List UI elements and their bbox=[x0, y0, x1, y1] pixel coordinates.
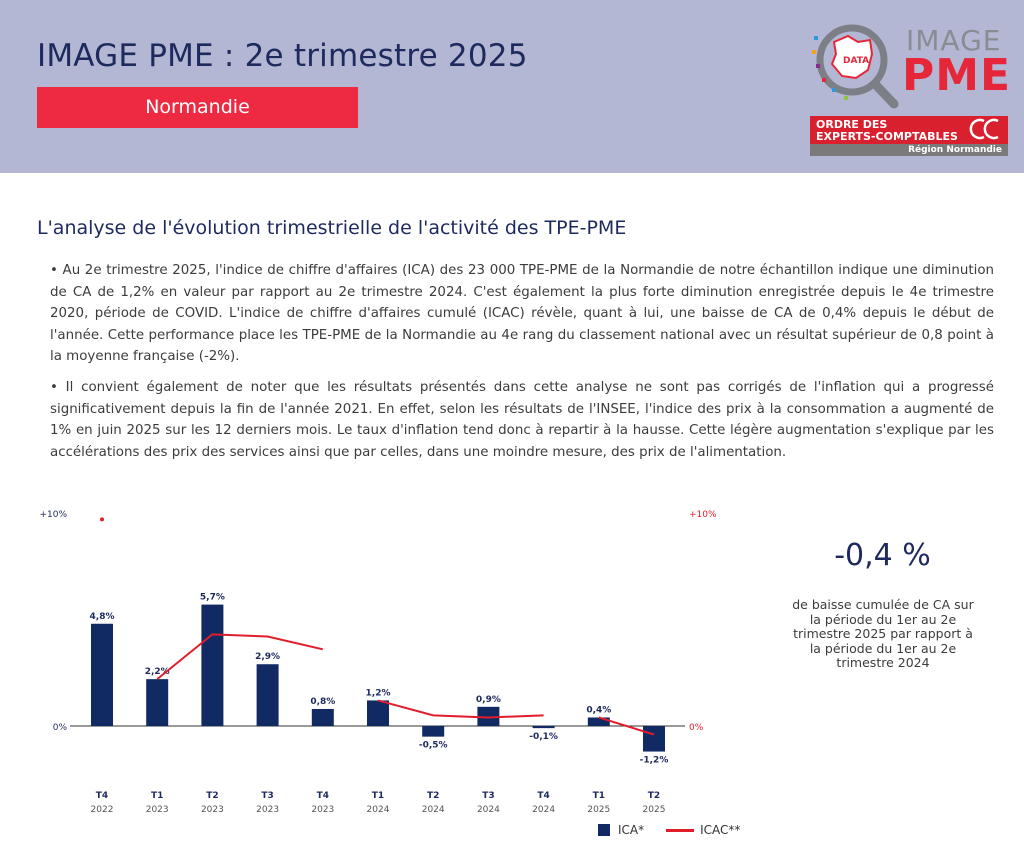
header-banner bbox=[0, 0, 1024, 173]
kpi-description: de baisse cumulée de CA sur la période du 1er au 2e trimestre 2025 par rapport à la période du 1er au 2e trimestre 2024 bbox=[792, 597, 974, 670]
x-tick-quarter: T3 bbox=[482, 791, 495, 801]
icac-point bbox=[100, 517, 104, 521]
oec-logo-text: ORDRE DES EXPERTS-COMPTABLES bbox=[816, 118, 958, 143]
image-pme-logo bbox=[808, 18, 1010, 158]
legend-label-ica: ICA* bbox=[618, 823, 645, 837]
chart-legend bbox=[598, 823, 740, 837]
logo-word-pme: PME bbox=[902, 50, 1012, 101]
x-tick-year: 2023 bbox=[256, 805, 280, 815]
icac-line-segment bbox=[378, 700, 544, 717]
x-tick-year: 2022 bbox=[90, 805, 114, 815]
x-tick-year: 2024 bbox=[366, 805, 390, 815]
region-badge: Normandie bbox=[37, 87, 358, 128]
ica-bar bbox=[201, 605, 223, 726]
ica-data-label: 0,9% bbox=[475, 694, 501, 705]
x-tick-year: 2024 bbox=[532, 805, 556, 815]
page-title: IMAGE PME : 2e trimestre 2025 bbox=[37, 38, 528, 74]
magnifier-france-icon bbox=[808, 18, 908, 116]
ica-bar bbox=[146, 679, 168, 726]
svg-text:DATA: DATA bbox=[843, 56, 870, 66]
x-tick-quarter: T4 bbox=[316, 791, 330, 801]
x-tick-quarter: T4 bbox=[537, 791, 550, 801]
section-title: L'analyse de l'évolution trimestrielle de l'activité des TPE-PME bbox=[37, 217, 627, 239]
oec-logo-region: Région Normandie bbox=[810, 144, 1008, 156]
y-left-tick-zero: 0% bbox=[52, 723, 67, 733]
ica-data-label: 2,9% bbox=[255, 652, 281, 663]
x-tick-quarter: T4 bbox=[95, 791, 109, 801]
analysis-paragraph-1: • Au 2e trimestre 2025, l'indice de chiffre d'affaires (ICA) des 23 000 TPE-PME de la Normandie de notre échantillon indique une diminution de CA de 1,2% en valeur par rapport au 2e trimestre 2024. C'est également la plus forte diminution enregistrée depuis le 4e trimestre 2020, période de COVID. L'indice de chiffre d'affaires cumulé (ICAC) révèle, quant à lui, une baisse de CA de 0,4% depuis le début de l'année. Cette performance place les TPE-PME de la Normandie au 4e rang du classement national avec un résultat supérieur de 0,8 point à la moyenne française (-2%). bbox=[50, 263, 994, 364]
y-right-tick-top: +10% bbox=[689, 510, 717, 520]
ica-bar bbox=[257, 664, 279, 726]
ica-data-label: -1,2% bbox=[639, 755, 669, 766]
ica-bar bbox=[91, 624, 113, 726]
y-left-tick-top: +10% bbox=[39, 510, 67, 520]
oec-logo bbox=[810, 116, 1008, 156]
ica-bar bbox=[312, 709, 334, 726]
x-tick-year: 2025 bbox=[642, 805, 666, 815]
logo-word-image: IMAGE bbox=[906, 24, 1002, 57]
ica-bar bbox=[643, 726, 665, 752]
x-tick-year: 2023 bbox=[145, 805, 169, 815]
x-tick-quarter: T2 bbox=[426, 791, 440, 801]
legend-swatch-ica bbox=[598, 824, 610, 836]
ica-bar bbox=[367, 700, 389, 726]
x-tick-quarter: T3 bbox=[261, 791, 274, 801]
x-tick-quarter: T2 bbox=[206, 791, 219, 801]
x-tick-quarter: T1 bbox=[592, 791, 606, 801]
ica-data-label: 1,2% bbox=[365, 688, 391, 699]
oec-swirl-icon bbox=[954, 118, 1004, 140]
ica-data-label: 0,8% bbox=[310, 696, 336, 707]
x-tick-year: 2024 bbox=[476, 805, 500, 815]
ica-data-label: -0,5% bbox=[418, 740, 448, 751]
y-right-tick-zero: 0% bbox=[689, 723, 704, 733]
ica-bar bbox=[533, 726, 555, 728]
x-tick-year: 2024 bbox=[421, 805, 445, 815]
x-tick-quarter: T2 bbox=[647, 791, 661, 801]
icac-line-segment bbox=[157, 634, 323, 679]
ica-bar bbox=[588, 717, 610, 726]
ica-data-label: -0,1% bbox=[529, 732, 558, 743]
x-tick-year: 2023 bbox=[200, 805, 224, 815]
quarterly-revenue-chart bbox=[0, 495, 780, 820]
legend-label-icac: ICAC** bbox=[700, 823, 741, 837]
legend-swatch-icac bbox=[666, 829, 694, 832]
ica-data-label: 5,7% bbox=[199, 592, 225, 603]
ica-data-label: 2,2% bbox=[144, 667, 170, 678]
analysis-paragraph-2: • Il convient également de noter que les résultats présentés dans cette analyse ne sont pas corrigés de l'inflation qui a progressé significativement depuis la fin de l'année 2021. En effet, selon les résultats de l'INSEE, l'indice des prix à la consommation a augmenté de 1% en juin 2025 sur les 12 derniers mois. Le taux d'inflation tend donc à repartir à la hausse. Cette légère augmentation s'explique par les accélérations des prix des services ainsi que par celles, dans une moindre mesure, des prix de l'alimentation. bbox=[50, 380, 994, 460]
x-tick-quarter: T1 bbox=[150, 791, 164, 801]
ica-data-label: 4,8% bbox=[89, 611, 115, 622]
x-tick-year: 2023 bbox=[311, 805, 335, 815]
x-tick-year: 2025 bbox=[587, 805, 611, 815]
x-tick-quarter: T1 bbox=[371, 791, 385, 801]
ica-bar bbox=[422, 726, 444, 737]
kpi-value: -0,4 % bbox=[834, 538, 931, 573]
ica-data-label: 0,4% bbox=[586, 705, 612, 716]
